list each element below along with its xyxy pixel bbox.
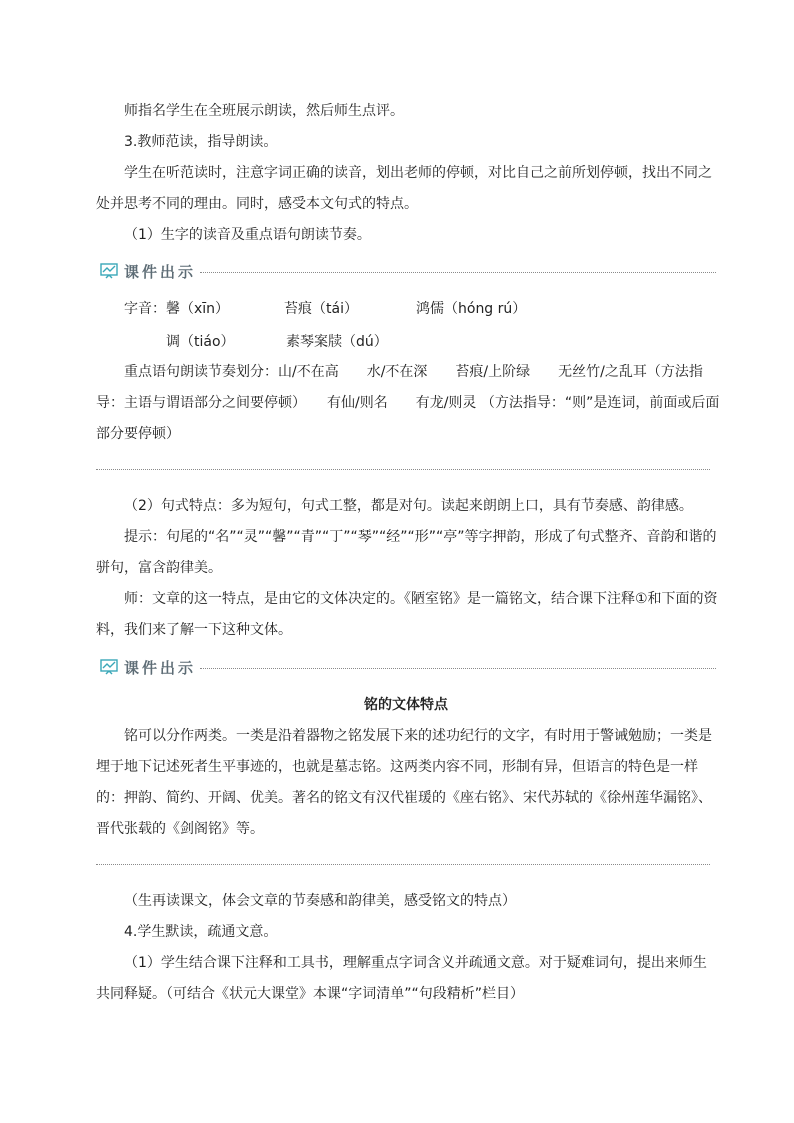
pron-du: 素琴案牍（dú） bbox=[286, 334, 388, 350]
paragraph-rhythm: 重点语句朗读节奏划分：山/不在高 水/不在深 苔痕/上阶绿 无丝竹/之乱耳（方法指导：主语与谓语部分之间要停顿） 有仙/则名 有龙/则灵 （方法指导：“则”是连词，前面或后面部分要停顿） bbox=[96, 364, 720, 442]
dotted-separator-1 bbox=[96, 469, 710, 470]
dotted-divider bbox=[200, 272, 716, 273]
dotted-separator-2 bbox=[96, 864, 710, 865]
chart-board-icon bbox=[100, 659, 118, 675]
paragraph-item-2: （2）句式特点：多为短句，句式工整，都是对句。读起来朗朗上口，具有节奏感、韵律感。 bbox=[124, 498, 693, 514]
dotted-divider bbox=[200, 668, 716, 669]
courseware-header-title: 课件出示 bbox=[124, 658, 197, 677]
pron-tiao: 调（tiáo） bbox=[166, 334, 235, 350]
pron-tai: 苔痕（tái） bbox=[284, 301, 358, 317]
paragraph-listen-model-reading: 学生在听范读时，注意字词正确的读音，划出老师的停顿，对比自己之前所划停顿，找出不同之处并思考不同的理由。同时，感受本文句式的特点。 bbox=[96, 165, 712, 212]
courseware-header-2 bbox=[100, 657, 716, 677]
paragraph-step-3: 3.教师范读，指导朗读。 bbox=[124, 134, 278, 150]
pron-hongru: 鸿儒（hóng rú） bbox=[416, 301, 527, 317]
paragraph-item-1: （1）生字的读音及重点语句朗读节奏。 bbox=[124, 227, 371, 243]
pron-xin: 字音：馨（xīn） bbox=[124, 301, 230, 317]
courseware-header-1 bbox=[100, 261, 716, 281]
paragraph-teacher-selects: 师指名学生在全班展示朗读，然后师生点评。 bbox=[124, 103, 404, 119]
paragraph-step-4: 4.学生默读，疏通文意。 bbox=[124, 924, 278, 940]
chart-board-icon bbox=[100, 263, 118, 279]
paragraph-genre-features: 铭可以分作两类。一类是沿着器物之铭发展下来的述功纪行的文字，有时用于警诫勉励；一类是埋于地下记述死者生平事迹的，也就是墓志铭。这两类内容不同，形制有异，但语言的特色是一样的：押韵、简约、开阔、优美。著名的铭文有汉代崔瑗的《座右铭》、宋代苏轼的《徐州莲华漏铭》、晋代张载的《剑阁铭》等。 bbox=[96, 728, 712, 837]
paragraph-step-4-item-1: （1）学生结合课下注释和工具书，理解重点字词含义并疏通文意。对于疑难词句，提出来师生共同释疑。（可结合《状元大课堂》本课“字词清单”“句段精析”栏目） bbox=[96, 955, 707, 1002]
paragraph-hint: 提示：句尾的“名”“灵”“馨”“青”“丁”“琴”“经”“形”“亭”等字押韵，形成了句式整齐、音韵和谐的骈句，富含韵律美。 bbox=[96, 529, 717, 576]
paragraph-teacher-genre: 师：文章的这一特点，是由它的文体决定的。《陋室铭》是一篇铭文，结合课下注释①和下面的资料，我们来了解一下这种文体。 bbox=[96, 591, 718, 638]
courseware-header-title: 课件出示 bbox=[124, 262, 197, 281]
paragraph-reread: （生再读课文，体会文章的节奏感和韵律美，感受铭文的特点） bbox=[124, 893, 516, 909]
genre-heading: 铭的文体特点 bbox=[364, 697, 448, 713]
